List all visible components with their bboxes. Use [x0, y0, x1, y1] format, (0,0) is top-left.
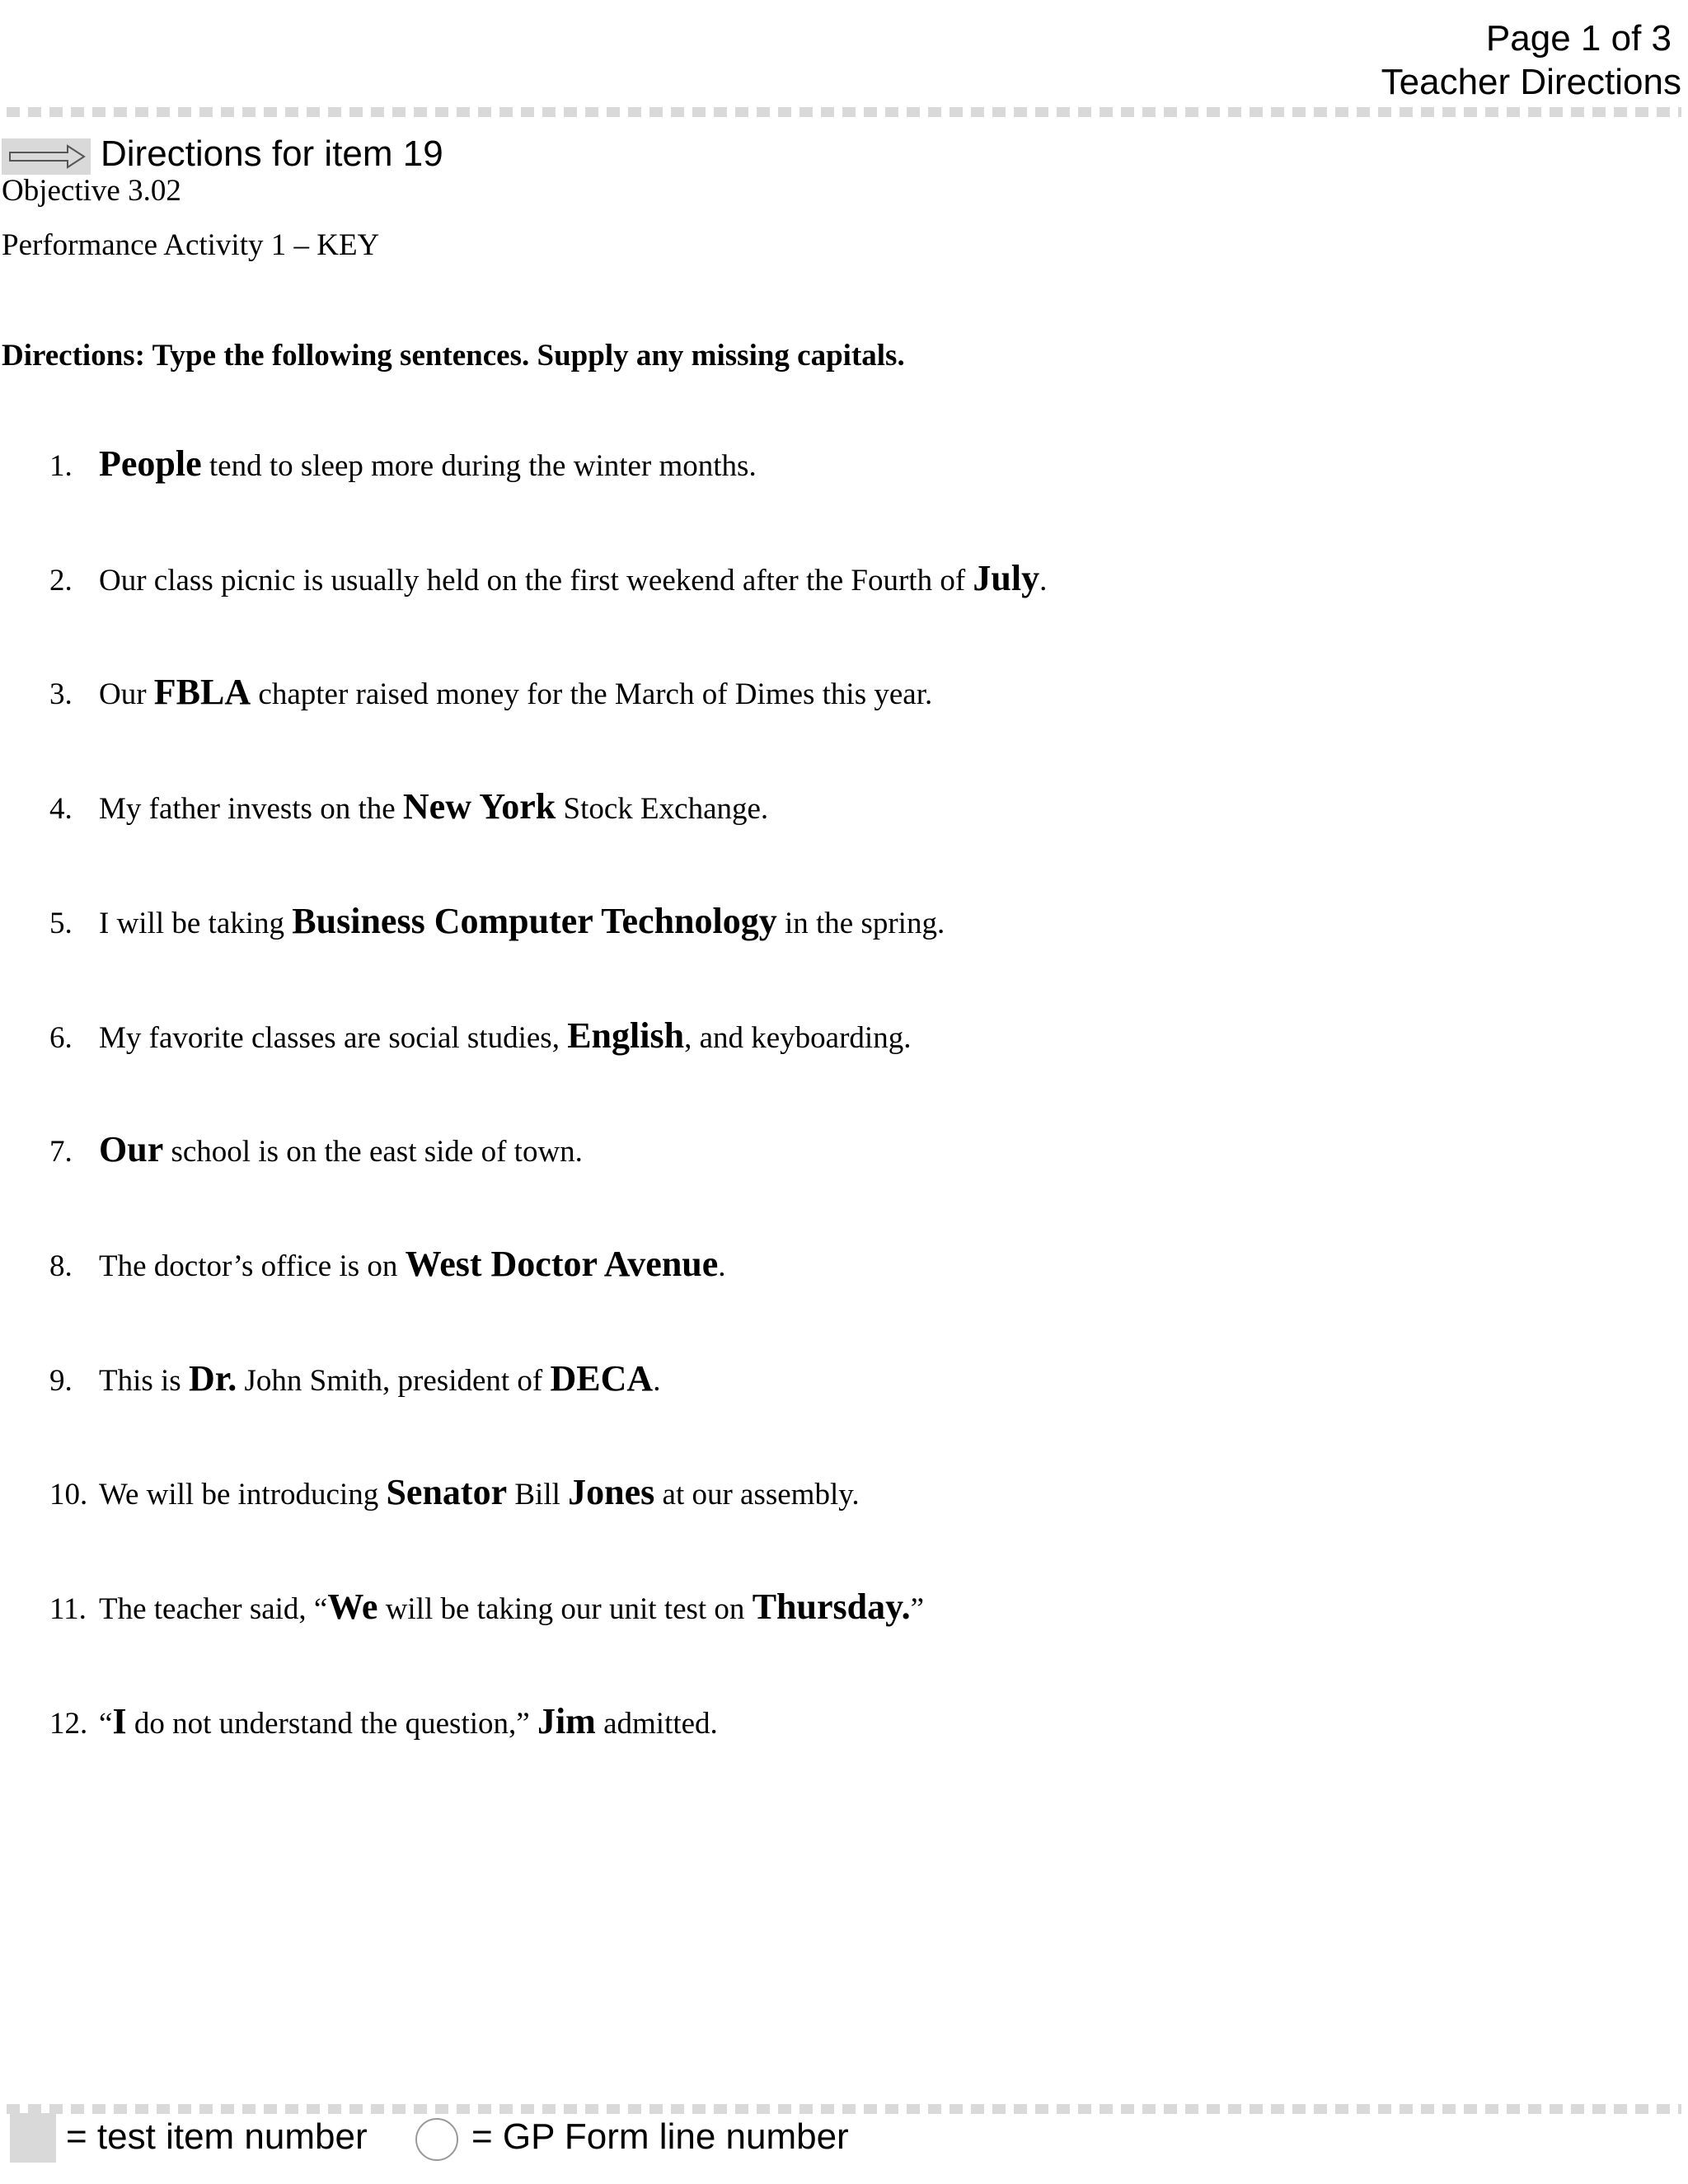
sentence-text: .: [718, 1249, 726, 1283]
sentence-text: will be taking our unit test on: [377, 1592, 753, 1626]
question-item: [49, 1582, 924, 1634]
capitalized-word: Dr.: [188, 1358, 237, 1399]
capitalized-word: New York: [402, 786, 556, 827]
capitalized-word: West Doctor Avenue: [405, 1244, 719, 1284]
capitalized-word: Senator: [386, 1472, 508, 1512]
capitalized-word: I: [112, 1701, 127, 1741]
sentence-text: John Smith, president of: [237, 1364, 551, 1398]
sentence-text: ”: [910, 1592, 925, 1626]
sentence-text: chapter raised money for the March of Dimes this year.: [251, 677, 933, 711]
sentence-text: Our class picnic is usually held on the first weekend after the Fourth of: [99, 564, 973, 598]
question-number: 7.: [49, 1135, 73, 1169]
sentence-text: We will be introducing: [99, 1478, 387, 1511]
capitalized-word: Jim: [537, 1701, 596, 1741]
capitalized-word: Business Computer Technology: [292, 901, 777, 941]
activity-title: Performance Activity 1 – KEY: [2, 228, 380, 262]
question-item: [49, 1354, 660, 1406]
sentence-text: .: [1039, 564, 1048, 598]
sentence-text: Our: [99, 677, 154, 711]
question-item: [49, 668, 932, 719]
capitalized-word: Thursday.: [752, 1586, 911, 1627]
question-number: 12.: [49, 1707, 88, 1741]
capitalized-word: Our: [99, 1129, 164, 1169]
legend-gp-form: = GP Form line number: [471, 2116, 849, 2157]
capitalized-word: English: [567, 1015, 685, 1056]
question-number: 8.: [49, 1249, 73, 1283]
objective-label: Objective 3.02: [2, 174, 181, 208]
capitalized-word: Jones: [568, 1472, 655, 1512]
sentence-text: My favorite classes are social studies,: [99, 1021, 568, 1055]
question-number: 3.: [49, 677, 73, 711]
question-item: [49, 439, 757, 491]
question-number: 11.: [49, 1592, 87, 1626]
top-divider: [7, 107, 1681, 117]
capitalized-word: People: [99, 443, 202, 484]
sentence-text: I will be taking: [99, 907, 293, 940]
sentence-text: do not understand the question,”: [126, 1707, 537, 1741]
directions-text: Directions: Type the following sentences. Supply any missing capitals.: [2, 339, 905, 373]
question-item: [49, 897, 945, 949]
sentence-text: , and keyboarding.: [684, 1021, 912, 1055]
sentence-text: .: [653, 1364, 661, 1398]
question-number: 10.: [49, 1478, 88, 1511]
question-item: [49, 1240, 726, 1291]
question-item: [49, 1697, 718, 1749]
question-number: 1.: [49, 449, 73, 483]
sentence-text: “: [99, 1707, 113, 1741]
question-number: 9.: [49, 1364, 73, 1398]
legend-test-item: = test item number: [66, 2116, 368, 2157]
capitalized-word: We: [327, 1586, 378, 1627]
question-number: 2.: [49, 564, 73, 598]
question-number: 4.: [49, 792, 73, 826]
question-item: [49, 782, 768, 834]
question-item: [49, 1125, 583, 1177]
sentence-text: The doctor’s office is on: [99, 1249, 406, 1283]
question-number: 6.: [49, 1021, 73, 1055]
capitalized-word: FBLA: [153, 672, 251, 712]
item-heading: Directions for item 19: [101, 134, 443, 174]
sentence-text: Stock Exchange.: [556, 792, 769, 826]
sentence-text: My father invests on the: [99, 792, 403, 826]
sentence-text: This is: [99, 1364, 189, 1398]
question-number: 5.: [49, 907, 73, 940]
sentence-text: The teacher said, “: [99, 1592, 328, 1626]
arrow-icon: [2, 138, 91, 175]
gp-form-circle-icon: [415, 2118, 458, 2161]
test-item-swatch: [10, 2113, 56, 2163]
page-number: Page 1 of 3: [1485, 18, 1672, 59]
capitalized-word: July: [973, 558, 1040, 598]
sentence-text: admitted.: [595, 1707, 718, 1741]
question-item: [49, 1011, 911, 1063]
sentence-text: in the spring.: [776, 907, 945, 940]
question-item: [49, 1468, 860, 1520]
sentence-text: school is on the east side of town.: [163, 1135, 583, 1169]
sentence-text: at our assembly.: [654, 1478, 860, 1511]
capitalized-word: DECA: [550, 1358, 654, 1399]
header-role: Teacher Directions: [1381, 62, 1681, 102]
sentence-text: tend to sleep more during the winter months.: [201, 449, 757, 483]
sentence-text: Bill: [507, 1478, 569, 1511]
question-item: [49, 554, 1047, 606]
bottom-divider: [7, 2104, 1681, 2114]
